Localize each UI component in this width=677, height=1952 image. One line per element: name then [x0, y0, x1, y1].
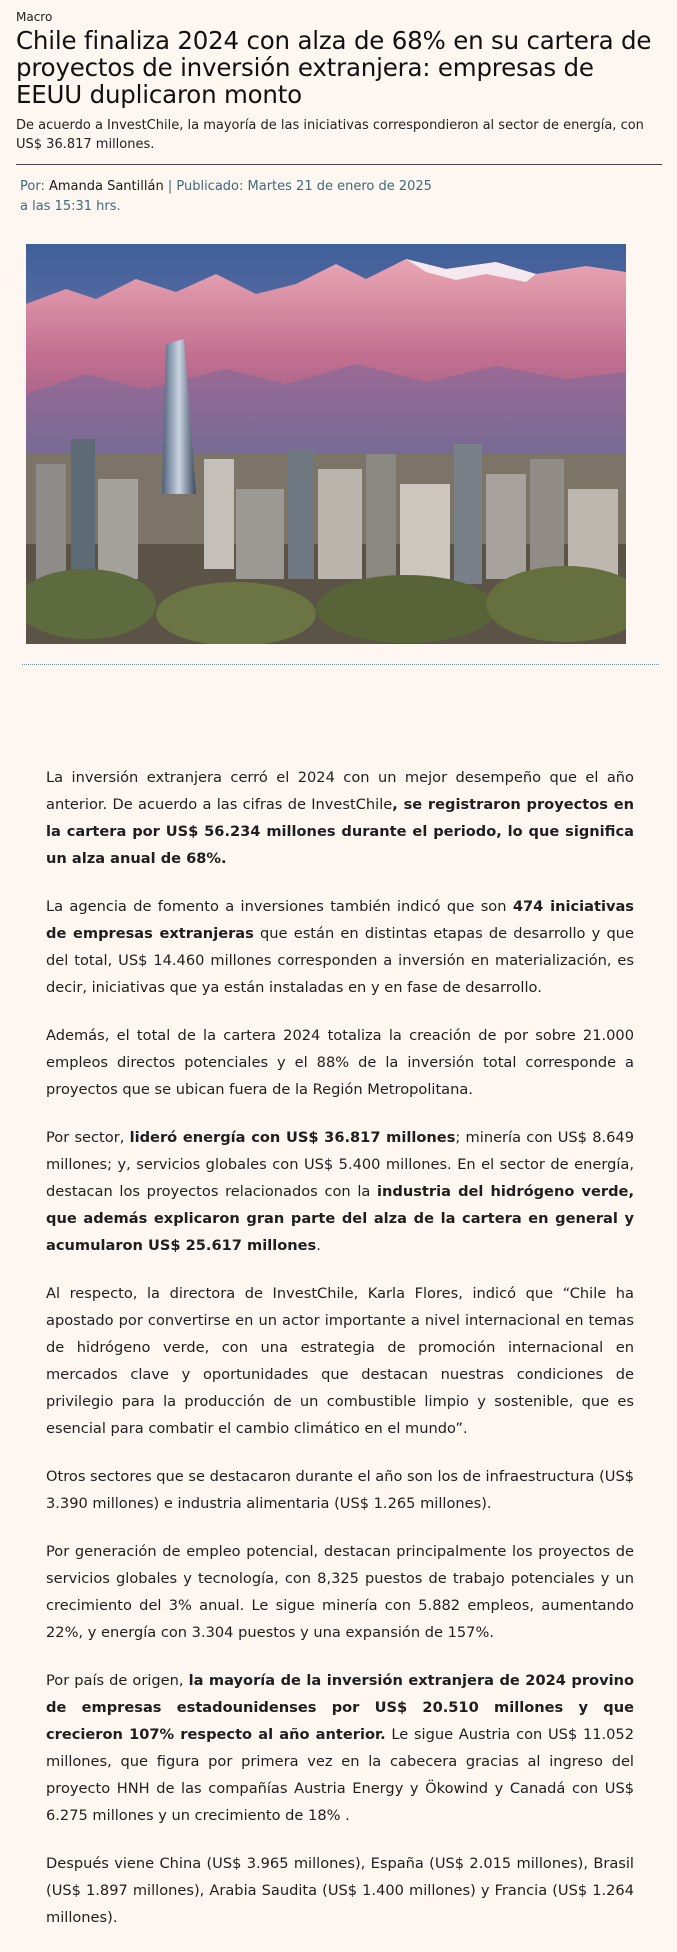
paragraph-4	[46, 1124, 634, 1259]
paragraph-9: Después viene China (US$ 3.965 millones), España (US$ 2.015 millones), Brasil (US$ 1.897 millones), Arabia Saudita (US$ 1.400 millones) y Francia (US$ 1.264 millones).	[46, 1855, 634, 1926]
p2-text-c: que están en distintas etapas de desarrollo y que del total, US$ 14.460 millones corresponden a inversión en materialización, es decir, iniciativas que ya están instaladas en y en fase de desarrollo.	[46, 925, 634, 996]
p8-text-c: Le sigue Austria con US$ 11.052 millones, que figura por primera vez en la cabecera gracias al ingreso del proyecto HNH de las compañías Austria Energy y Ökowind y Canadá con US$ 6.275 millones y un crecimiento de 18% .	[46, 1726, 635, 1824]
section-label[interactable]: Macro	[16, 10, 53, 24]
paragraph-6: Otros sectores que se destacaron durante el año son los de infraestructura (US$ 3.390 millones) e industria alimentaria (US$ 1.265 millones).	[46, 1468, 634, 1512]
published-date: Publicado: Martes 21 de enero de 2025 a las 15:31 hrs.	[20, 178, 432, 214]
byline-separator: |	[167, 178, 173, 194]
p4-text-e: .	[316, 1237, 321, 1254]
header-divider	[16, 164, 662, 165]
byline-by-label: Por:	[20, 178, 45, 194]
p1-bold: , se registraron proyectos en la cartera por US$ 56.234 millones durante el periodo, lo que significa un alza anual de 68%.	[46, 796, 634, 867]
byline	[20, 177, 440, 217]
p1-text: La inversión extranjera cerró el 2024 con un mejor desempeño que el año anterior. De acuerdo a las cifras de InvestChile	[46, 769, 634, 813]
p2-text-a: La agencia de fomento a inversiones también indicó que son	[46, 898, 513, 915]
p8-bold: la mayoría de la inversión extranjera de 2024 provino de empresas estadounidenses por US$ 20.510 millones y que crecieron 107% respecto al año anterior.	[46, 1672, 634, 1743]
p4-text-c: ; minería con US$ 8.649 millones; y, servicios globales con US$ 5.400 millones. En el sector de energía, destacan los proyectos relacionados con la	[46, 1129, 634, 1200]
article-title: Chile finaliza 2024 con alza de 68% en su cartera de proyectos de inversión extranjera: empresas de EEUU duplicaron monto	[16, 26, 652, 109]
p4-text-a: Por sector,	[46, 1129, 130, 1146]
santiago-skyline-photo	[26, 244, 626, 644]
author-name[interactable]: Amanda Santillán	[48, 178, 164, 194]
p4-bold-d: industria del hidrógeno verde, que además explicaron gran parte del alza de la cartera en general y acumularon US$ 25.617 millones	[46, 1183, 634, 1254]
paragraph-3: Además, el total de la cartera 2024 totaliza la creación de por sobre 21.000 empleos directos potenciales y el 88% de la inversión total corresponde a proyectos que se ubican fuera de la Región Metropolitana.	[46, 1027, 634, 1098]
p2-bold: 474 iniciativas de empresas extranjeras	[46, 898, 634, 942]
paragraph-1	[46, 764, 634, 872]
paragraph-5: Al respecto, la directora de InvestChile, Karla Flores, indicó que “Chile ha apostado por convertirse en un actor importante a nivel internacional en temas de hidrógeno verde, con una estrategia de promoción internacional en mercados clave y oportunidades que destacan nuestras condiciones de privilegio para la producción de un combustible limpio y sostenible, que es esencial para combatir el cambio climático en el mundo”.	[46, 1285, 634, 1437]
article-lead: De acuerdo a InvestChile, la mayoría de las iniciativas correspondieron al sector de energía, con US$ 36.817 millones.	[16, 117, 644, 152]
p8-text-a: Por país de origen,	[46, 1672, 189, 1689]
photo-divider	[22, 664, 659, 665]
paragraph-2	[46, 893, 634, 1001]
paragraph-8	[46, 1667, 634, 1829]
article-header	[16, 10, 662, 217]
p4-bold-b: lideró energía con US$ 36.817 millones	[129, 1129, 456, 1146]
article-body	[46, 764, 634, 1952]
paragraph-7: Por generación de empleo potencial, destacan principalmente los proyectos de servicios globales y tecnología, con 8,325 puestos de trabajo potenciales y un crecimiento del 3% anual. Le sigue minería con 5.882 empleos, aumentando 22%, y energía con 3.304 puestos y una expansión de 157%.	[46, 1543, 634, 1641]
